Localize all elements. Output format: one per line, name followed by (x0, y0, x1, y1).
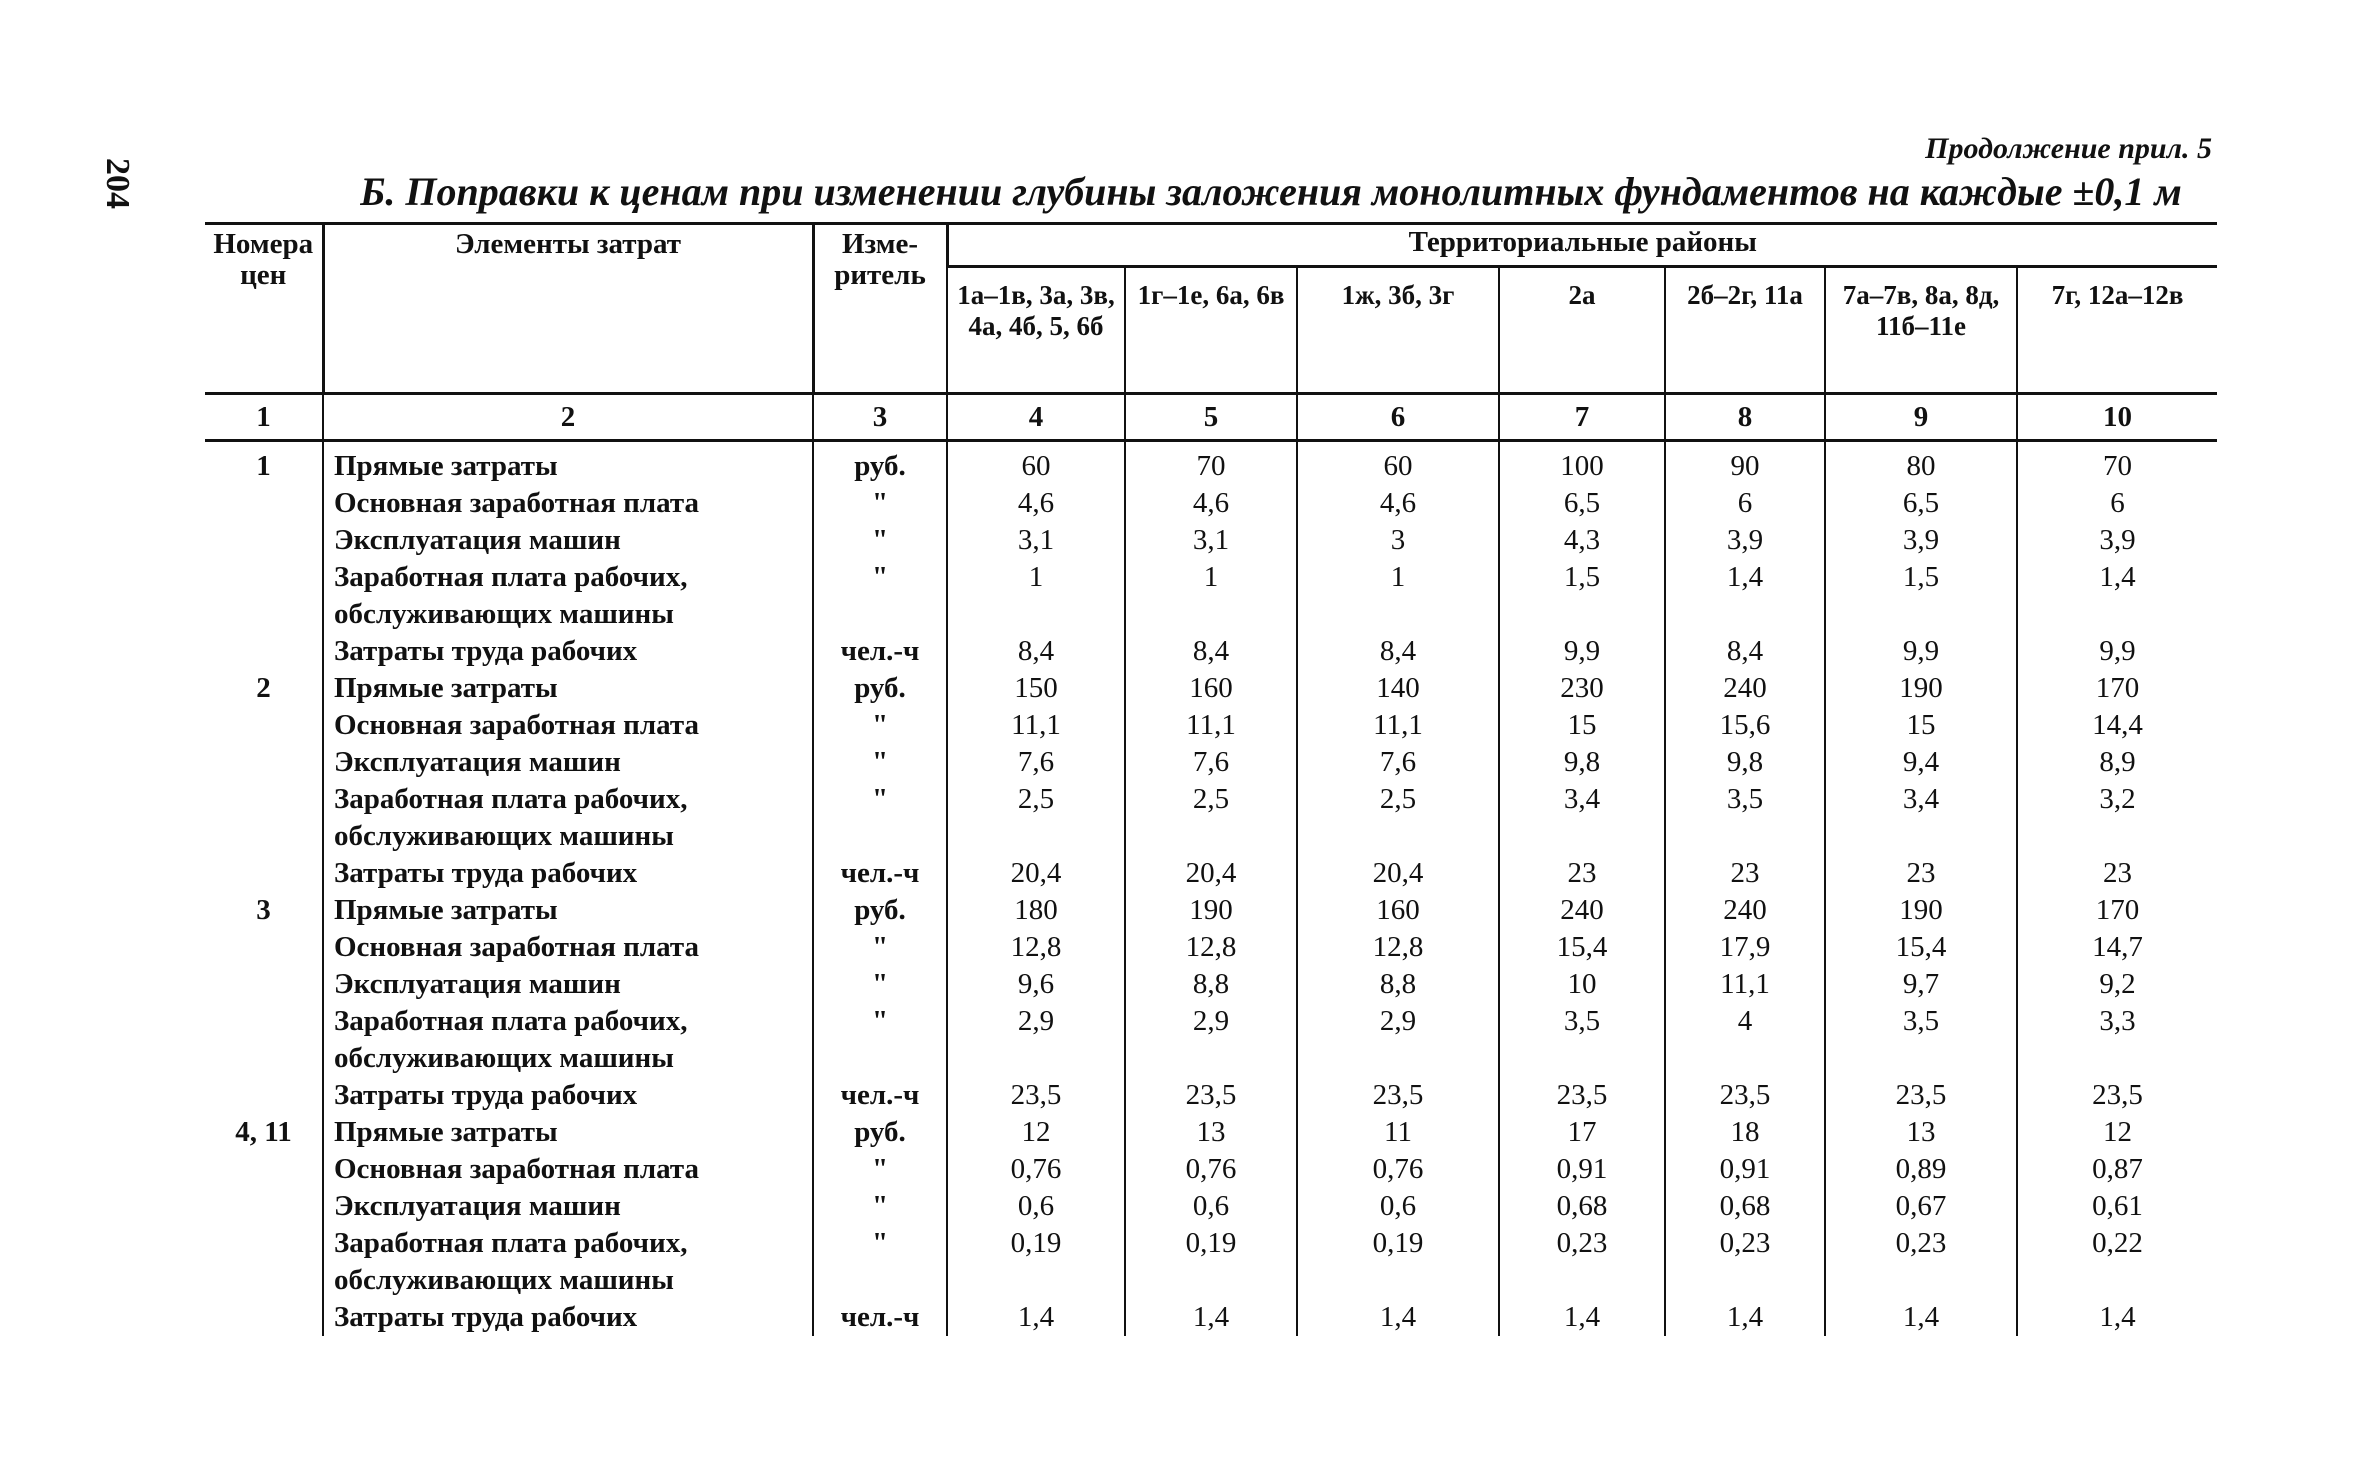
value-cell: 9,7 (1825, 966, 2017, 1003)
table-row (205, 744, 2217, 781)
header-region: 7г, 12а–12в (2017, 267, 2217, 394)
column-number: 5 (1125, 394, 1297, 441)
table-row (205, 485, 2217, 522)
value-cell: 0,89 (1825, 1151, 2017, 1188)
value-cell: 17,9 (1665, 929, 1825, 966)
value-cell: 0,6 (1297, 1188, 1499, 1225)
value-cell: 70 (2017, 441, 2217, 486)
cost-element-cell: Затраты труда рабочих (323, 855, 813, 892)
unit-cell: чел.-ч (813, 855, 947, 892)
price-number-cell: 2 (256, 672, 271, 704)
value-cell: 23 (1665, 855, 1825, 892)
value-cell: 15 (1825, 707, 2017, 744)
value-cell: 0,87 (2017, 1151, 2217, 1188)
unit-cell: " (813, 744, 947, 781)
value-cell: 240 (1499, 892, 1665, 929)
table-row (205, 1188, 2217, 1225)
value-cell: 1 (1125, 559, 1297, 633)
table-row (205, 1003, 2217, 1077)
price-number-cell (205, 485, 323, 522)
value-cell: 190 (1825, 892, 2017, 929)
value-cell: 7,6 (1125, 744, 1297, 781)
value-cell: 2,5 (1297, 781, 1499, 855)
value-cell: 20,4 (947, 855, 1125, 892)
value-cell: 8,9 (2017, 744, 2217, 781)
value-cell: 1,4 (1825, 1299, 2017, 1336)
cost-element-cell: Заработная плата рабочих, обслуживающих машины (323, 559, 813, 633)
value-cell: 18 (1665, 1114, 1825, 1151)
table-row (205, 441, 2217, 486)
value-cell: 23,5 (947, 1077, 1125, 1114)
value-cell: 7,6 (947, 744, 1125, 781)
header-region: 2а (1499, 267, 1665, 394)
value-cell: 15,4 (1499, 929, 1665, 966)
value-cell: 12,8 (1297, 929, 1499, 966)
value-cell: 1,4 (1125, 1299, 1297, 1336)
table-row (205, 559, 2217, 633)
value-cell: 0,68 (1499, 1188, 1665, 1225)
value-cell: 23,5 (1125, 1077, 1297, 1114)
value-cell: 11,1 (1665, 966, 1825, 1003)
value-cell: 1,4 (947, 1299, 1125, 1336)
price-number-cell (205, 1299, 323, 1336)
column-number: 7 (1499, 394, 1665, 441)
value-cell: 4 (1665, 1003, 1825, 1077)
value-cell: 0,23 (1825, 1225, 2017, 1299)
price-number-cell (205, 559, 323, 633)
value-cell: 9,8 (1499, 744, 1665, 781)
value-cell: 3,4 (1499, 781, 1665, 855)
column-number: 10 (2017, 394, 2217, 441)
header-unit: Изме-ритель (813, 224, 947, 394)
cost-element-cell: Основная заработная плата (323, 707, 813, 744)
value-cell: 1 (947, 559, 1125, 633)
value-cell: 0,91 (1665, 1151, 1825, 1188)
value-cell: 0,6 (1125, 1188, 1297, 1225)
value-cell: 3,5 (1665, 781, 1825, 855)
price-number-cell (205, 929, 323, 966)
column-number: 6 (1297, 394, 1499, 441)
value-cell: 3 (1297, 522, 1499, 559)
value-cell: 3,5 (1825, 1003, 2017, 1077)
value-cell: 0,23 (1499, 1225, 1665, 1299)
value-cell: 0,76 (1125, 1151, 1297, 1188)
cost-element-cell: Эксплуатация машин (323, 522, 813, 559)
unit-cell: " (813, 781, 947, 855)
column-number: 8 (1665, 394, 1825, 441)
value-cell: 8,4 (1665, 633, 1825, 670)
unit-cell: " (813, 707, 947, 744)
value-cell: 4,3 (1499, 522, 1665, 559)
header-regions-title: Территориальные районы (947, 224, 2217, 267)
cost-element-cell: Эксплуатация машин (323, 1188, 813, 1225)
table-row (205, 929, 2217, 966)
value-cell: 0,19 (947, 1225, 1125, 1299)
value-cell: 240 (1665, 670, 1825, 707)
price-number-cell (205, 1151, 323, 1188)
value-cell: 140 (1297, 670, 1499, 707)
value-cell: 0,68 (1665, 1188, 1825, 1225)
cost-element-cell: Прямые затраты (323, 670, 813, 707)
value-cell: 1,4 (2017, 1299, 2217, 1336)
value-cell: 170 (2017, 670, 2217, 707)
value-cell: 230 (1499, 670, 1665, 707)
table-row (205, 855, 2217, 892)
value-cell: 6 (1665, 485, 1825, 522)
cost-element-cell: Основная заработная плата (323, 929, 813, 966)
value-cell: 0,67 (1825, 1188, 2017, 1225)
value-cell: 190 (1825, 670, 2017, 707)
value-cell: 1,4 (1297, 1299, 1499, 1336)
unit-cell: " (813, 929, 947, 966)
header-region: 7а–7в, 8а, 8д, 11б–11е (1825, 267, 2017, 394)
value-cell: 23,5 (2017, 1077, 2217, 1114)
value-cell: 4,6 (1297, 485, 1499, 522)
unit-cell: " (813, 1225, 947, 1299)
value-cell: 1,5 (1825, 559, 2017, 633)
unit-cell: " (813, 522, 947, 559)
unit-cell: руб. (813, 892, 947, 929)
unit-cell: " (813, 1188, 947, 1225)
value-cell: 11,1 (1297, 707, 1499, 744)
value-cell: 3,4 (1825, 781, 2017, 855)
unit-cell: " (813, 559, 947, 633)
header-numbers: Номера цен (205, 224, 323, 394)
price-number-cell (205, 1077, 323, 1114)
value-cell: 23,5 (1665, 1077, 1825, 1114)
value-cell: 23,5 (1297, 1077, 1499, 1114)
price-number-cell (205, 1225, 323, 1299)
price-number-cell (205, 855, 323, 892)
value-cell: 12 (2017, 1114, 2217, 1151)
value-cell: 90 (1665, 441, 1825, 486)
cost-element-cell: Основная заработная плата (323, 485, 813, 522)
value-cell: 0,61 (2017, 1188, 2217, 1225)
page-number: 204 (99, 158, 136, 209)
price-number-cell (205, 1003, 323, 1077)
value-cell: 0,91 (1499, 1151, 1665, 1188)
value-cell: 11,1 (1125, 707, 1297, 744)
value-cell: 23 (2017, 855, 2217, 892)
cost-element-cell: Эксплуатация машин (323, 744, 813, 781)
value-cell: 20,4 (1297, 855, 1499, 892)
cost-element-cell: Заработная плата рабочих, обслуживающих машины (323, 1003, 813, 1077)
value-cell: 0,6 (947, 1188, 1125, 1225)
value-cell: 3,9 (1665, 522, 1825, 559)
unit-cell: " (813, 1003, 947, 1077)
price-number-cell (205, 633, 323, 670)
value-cell: 160 (1125, 670, 1297, 707)
value-cell: 8,4 (1125, 633, 1297, 670)
unit-cell: " (813, 966, 947, 1003)
cost-element-cell: Затраты труда рабочих (323, 1299, 813, 1336)
value-cell: 4,6 (1125, 485, 1297, 522)
value-cell: 15 (1499, 707, 1665, 744)
cost-element-cell: Основная заработная плата (323, 1151, 813, 1188)
value-cell: 1,4 (1665, 1299, 1825, 1336)
value-cell: 1 (1297, 559, 1499, 633)
value-cell: 9,8 (1665, 744, 1825, 781)
price-number-cell (205, 1188, 323, 1225)
value-cell: 9,9 (1825, 633, 2017, 670)
value-cell: 7,6 (1297, 744, 1499, 781)
value-cell: 4,6 (947, 485, 1125, 522)
price-number-cell (205, 522, 323, 559)
value-cell: 20,4 (1125, 855, 1297, 892)
table-row (205, 707, 2217, 744)
unit-cell: руб. (813, 670, 947, 707)
value-cell: 9,6 (947, 966, 1125, 1003)
value-cell: 17 (1499, 1114, 1665, 1151)
unit-cell: чел.-ч (813, 1299, 947, 1336)
value-cell: 3,9 (1825, 522, 2017, 559)
header-region: 1г–1е, 6а, 6в (1125, 267, 1297, 394)
table-row (205, 1077, 2217, 1114)
value-cell: 0,19 (1297, 1225, 1499, 1299)
value-cell: 9,2 (2017, 966, 2217, 1003)
value-cell: 1,4 (1499, 1299, 1665, 1336)
value-cell: 2,9 (1125, 1003, 1297, 1077)
value-cell: 9,9 (2017, 633, 2217, 670)
value-cell: 80 (1825, 441, 2017, 486)
value-cell: 3,9 (2017, 522, 2217, 559)
value-cell: 1,4 (2017, 559, 2217, 633)
value-cell: 150 (947, 670, 1125, 707)
value-cell: 1,5 (1499, 559, 1665, 633)
cost-element-cell: Прямые затраты (323, 1114, 813, 1151)
value-cell: 9,4 (1825, 744, 2017, 781)
value-cell: 15,6 (1665, 707, 1825, 744)
value-cell: 100 (1499, 441, 1665, 486)
value-cell: 23,5 (1499, 1077, 1665, 1114)
value-cell: 190 (1125, 892, 1297, 929)
value-cell: 2,9 (1297, 1003, 1499, 1077)
price-number-cell: 3 (256, 894, 271, 926)
price-number-cell (205, 781, 323, 855)
value-cell: 11,1 (947, 707, 1125, 744)
column-number: 2 (323, 394, 813, 441)
corrections-table (205, 222, 2217, 1336)
value-cell: 170 (2017, 892, 2217, 929)
table-row (205, 1114, 2217, 1151)
value-cell: 8,8 (1297, 966, 1499, 1003)
column-number: 3 (813, 394, 947, 441)
table-row (205, 633, 2217, 670)
value-cell: 8,4 (1297, 633, 1499, 670)
value-cell: 15,4 (1825, 929, 2017, 966)
cost-element-cell: Заработная плата рабочих, обслуживающих машины (323, 781, 813, 855)
price-number-cell (205, 744, 323, 781)
value-cell: 23,5 (1825, 1077, 2017, 1114)
price-number-cell: 4, 11 (235, 1116, 292, 1148)
header-region: 2б–2г, 11а (1665, 267, 1825, 394)
table-row (205, 1299, 2217, 1336)
price-number-cell: 1 (256, 450, 271, 482)
table-row (205, 1151, 2217, 1188)
value-cell: 3,1 (947, 522, 1125, 559)
cost-element-cell: Затраты труда рабочих (323, 1077, 813, 1114)
continuation-label: Продолжение прил. 5 (1925, 132, 2212, 165)
table-row (205, 1225, 2217, 1299)
cost-element-cell: Заработная плата рабочих, обслуживающих машины (323, 1225, 813, 1299)
cost-element-cell: Эксплуатация машин (323, 966, 813, 1003)
value-cell: 9,9 (1499, 633, 1665, 670)
unit-cell: руб. (813, 441, 947, 486)
unit-cell: чел.-ч (813, 633, 947, 670)
value-cell: 3,5 (1499, 1003, 1665, 1077)
value-cell: 12,8 (1125, 929, 1297, 966)
value-cell: 8,8 (1125, 966, 1297, 1003)
table-row (205, 892, 2217, 929)
value-cell: 2,5 (1125, 781, 1297, 855)
table-row (205, 966, 2217, 1003)
table-row (205, 670, 2217, 707)
value-cell: 1,4 (1665, 559, 1825, 633)
column-number: 9 (1825, 394, 2017, 441)
value-cell: 10 (1499, 966, 1665, 1003)
value-cell: 0,76 (1297, 1151, 1499, 1188)
value-cell: 2,9 (947, 1003, 1125, 1077)
value-cell: 0,19 (1125, 1225, 1297, 1299)
cost-element-cell: Прямые затраты (323, 441, 813, 486)
value-cell: 3,3 (2017, 1003, 2217, 1077)
header-elements: Элементы затрат (323, 224, 813, 394)
value-cell: 0,23 (1665, 1225, 1825, 1299)
table-row (205, 781, 2217, 855)
cost-element-cell: Прямые затраты (323, 892, 813, 929)
value-cell: 70 (1125, 441, 1297, 486)
value-cell: 23 (1499, 855, 1665, 892)
unit-cell: руб. (813, 1114, 947, 1151)
value-cell: 0,76 (947, 1151, 1125, 1188)
value-cell: 180 (947, 892, 1125, 929)
value-cell: 3,2 (2017, 781, 2217, 855)
value-cell: 160 (1297, 892, 1499, 929)
value-cell: 240 (1665, 892, 1825, 929)
unit-cell: " (813, 1151, 947, 1188)
value-cell: 12 (947, 1114, 1125, 1151)
unit-cell: чел.-ч (813, 1077, 947, 1114)
value-cell: 2,5 (947, 781, 1125, 855)
price-number-cell (205, 707, 323, 744)
column-number: 4 (947, 394, 1125, 441)
value-cell: 14,4 (2017, 707, 2217, 744)
table-body (205, 441, 2217, 1337)
table-title: Б. Поправки к ценам при изменении глубины заложения монолитных фундаментов на каждые ±0,1 м (360, 169, 2182, 214)
value-cell: 23 (1825, 855, 2017, 892)
table-row (205, 522, 2217, 559)
value-cell: 60 (1297, 441, 1499, 486)
value-cell: 13 (1825, 1114, 2017, 1151)
value-cell: 6 (2017, 485, 2217, 522)
value-cell: 8,4 (947, 633, 1125, 670)
value-cell: 6,5 (1499, 485, 1665, 522)
value-cell: 13 (1125, 1114, 1297, 1151)
value-cell: 0,22 (2017, 1225, 2217, 1299)
unit-cell: " (813, 485, 947, 522)
price-number-cell (205, 966, 323, 1003)
value-cell: 6,5 (1825, 485, 2017, 522)
value-cell: 60 (947, 441, 1125, 486)
header-region: 1ж, 3б, 3г (1297, 267, 1499, 394)
value-cell: 12,8 (947, 929, 1125, 966)
header-region: 1а–1в, 3а, 3в, 4а, 4б, 5, 6б (947, 267, 1125, 394)
cost-element-cell: Затраты труда рабочих (323, 633, 813, 670)
value-cell: 14,7 (2017, 929, 2217, 966)
value-cell: 3,1 (1125, 522, 1297, 559)
column-number: 1 (205, 394, 323, 441)
value-cell: 11 (1297, 1114, 1499, 1151)
